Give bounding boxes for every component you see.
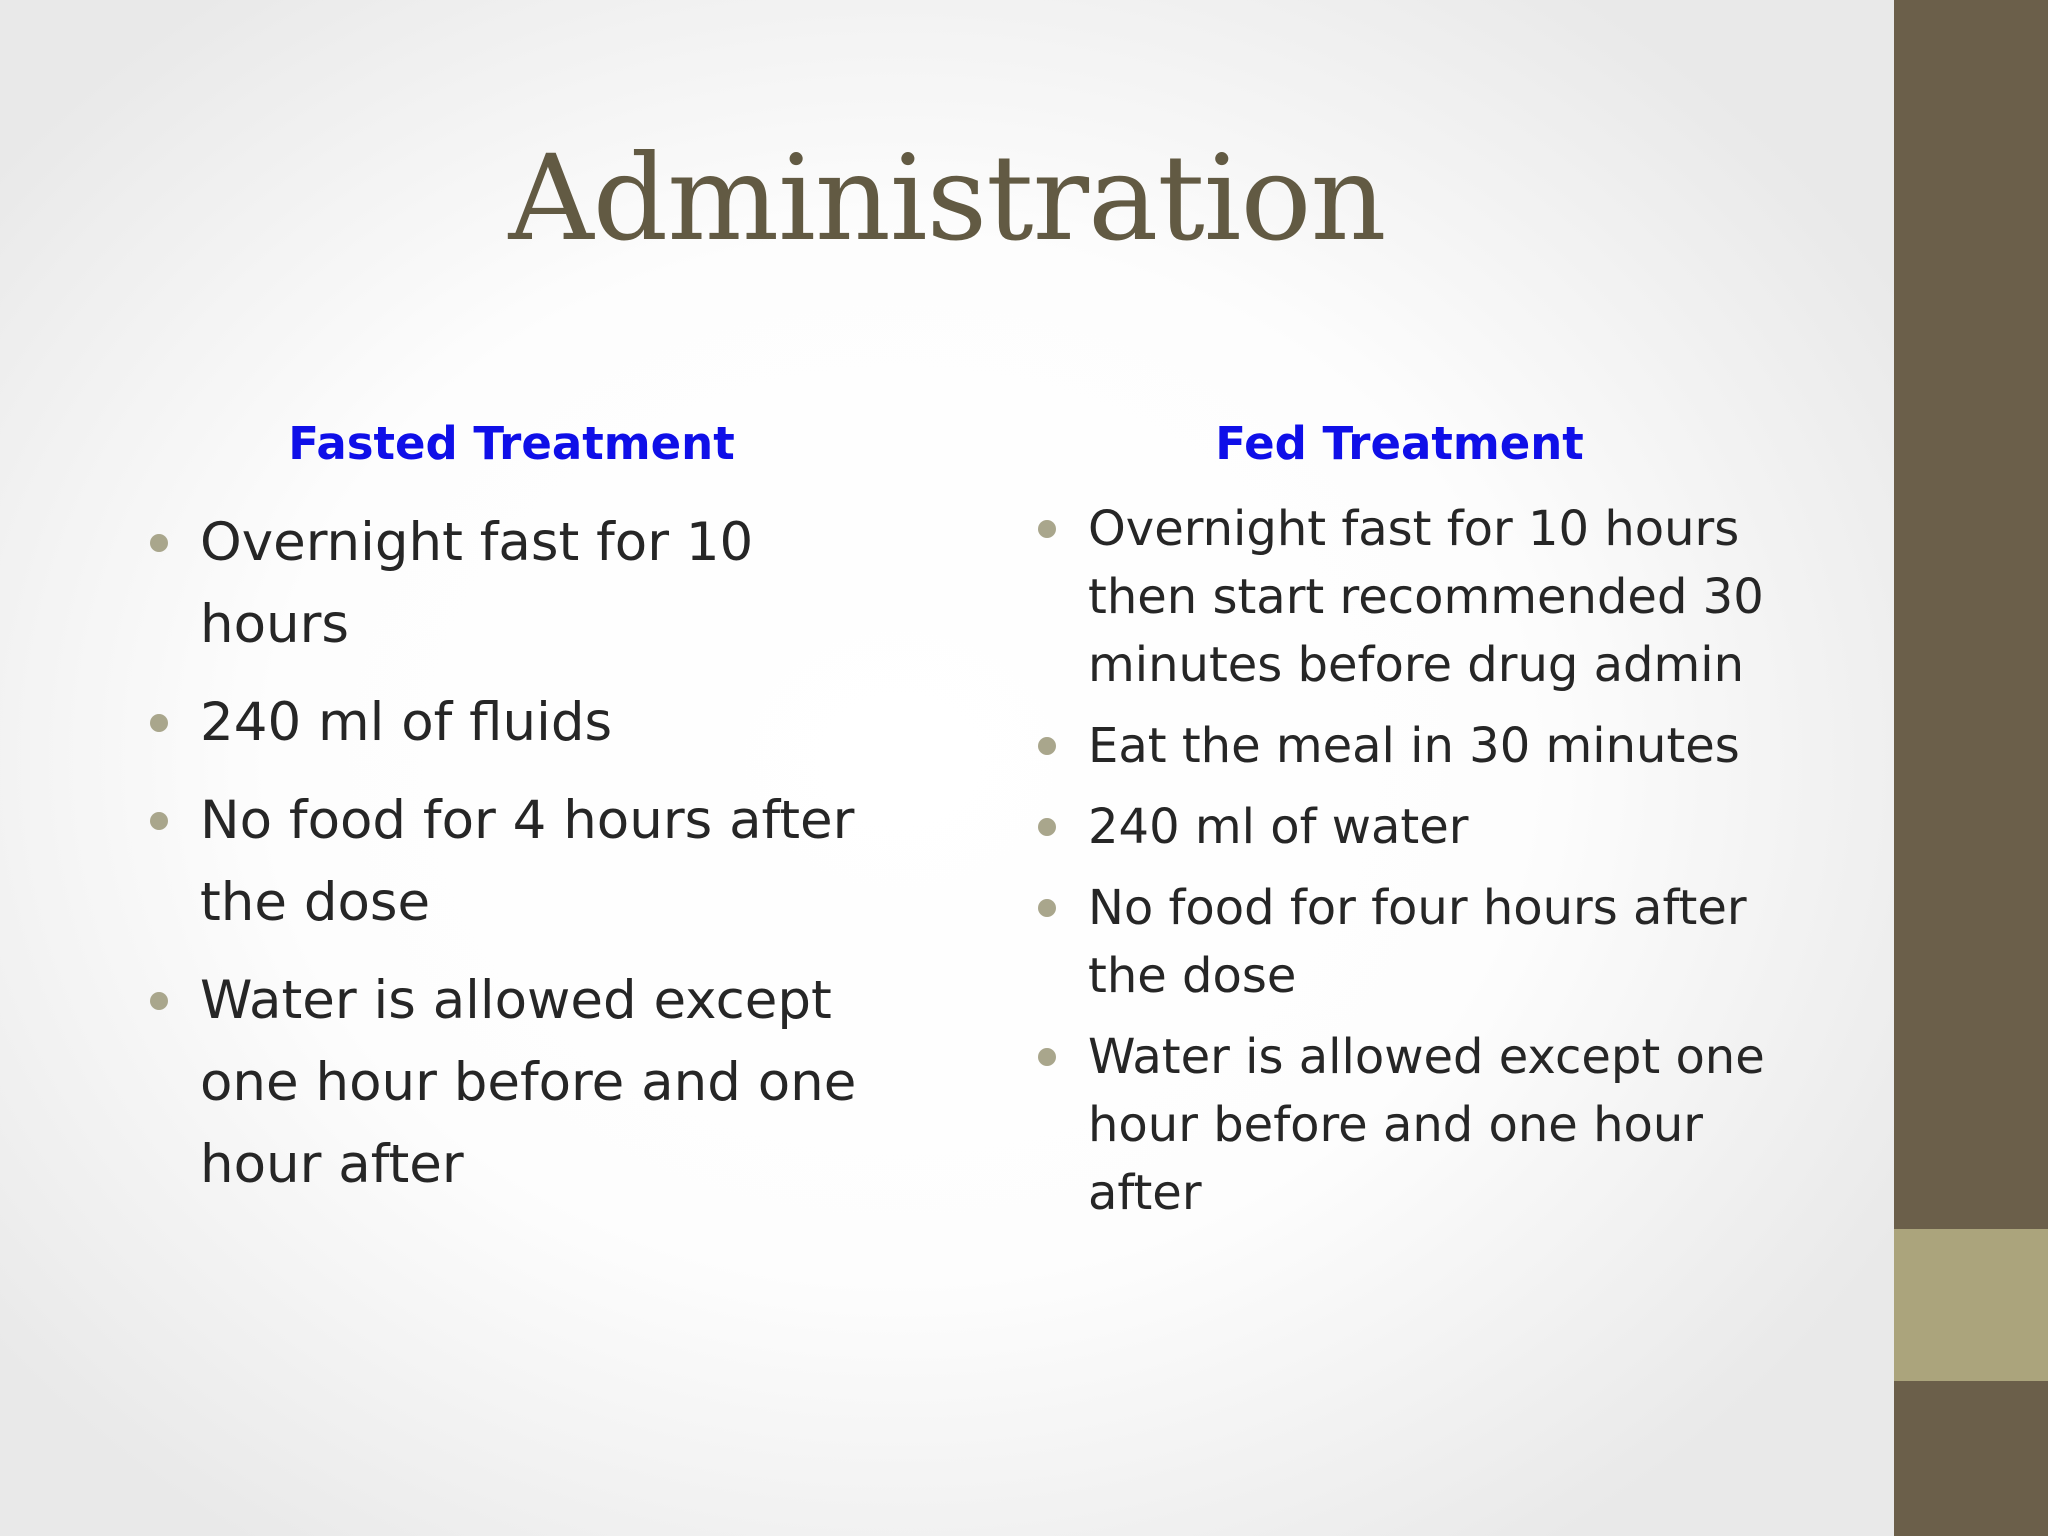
list-item-text: 240 ml of fluids — [200, 692, 613, 753]
side-decor-accent — [1894, 1229, 2048, 1381]
list-item-text: No food for four hours after the dose — [1088, 880, 1747, 1004]
bullet-icon — [1038, 737, 1056, 755]
list-item — [1088, 1023, 1818, 1227]
fasted-treatment-heading: Fasted Treatment — [288, 417, 735, 470]
list-item-text: Water is allowed except one hour before and one hour after — [200, 970, 857, 1195]
list-item — [1088, 874, 1818, 1010]
list-item-text: Eat the meal in 30 minutes — [1088, 718, 1740, 774]
list-item — [1088, 793, 1818, 861]
list-item — [200, 682, 900, 764]
bullet-icon — [1038, 520, 1056, 538]
list-item — [200, 502, 900, 666]
list-item — [1088, 495, 1818, 699]
bullet-icon — [1038, 899, 1056, 917]
list-item-text: No food for 4 hours after the dose — [200, 790, 855, 933]
list-item-text: Water is allowed except one hour before and one hour after — [1088, 1029, 1765, 1221]
fasted-treatment-list — [200, 502, 900, 1222]
fed-treatment-list — [1088, 495, 1818, 1240]
list-item — [1088, 712, 1818, 780]
bullet-icon — [1038, 818, 1056, 836]
list-item — [200, 780, 900, 944]
list-item-text: Overnight fast for 10 hours — [200, 512, 754, 655]
list-item-text: 240 ml of water — [1088, 799, 1469, 855]
slide-title: Administration — [508, 129, 1386, 267]
list-item-text: Overnight fast for 10 hours then start recommended 30 minutes before drug admin — [1088, 501, 1764, 693]
list-item — [200, 960, 900, 1206]
bullet-icon — [150, 992, 168, 1010]
bullet-icon — [150, 714, 168, 732]
bullet-icon — [1038, 1048, 1056, 1066]
fed-treatment-heading: Fed Treatment — [1215, 417, 1584, 470]
bullet-icon — [150, 534, 168, 552]
bullet-icon — [150, 812, 168, 830]
